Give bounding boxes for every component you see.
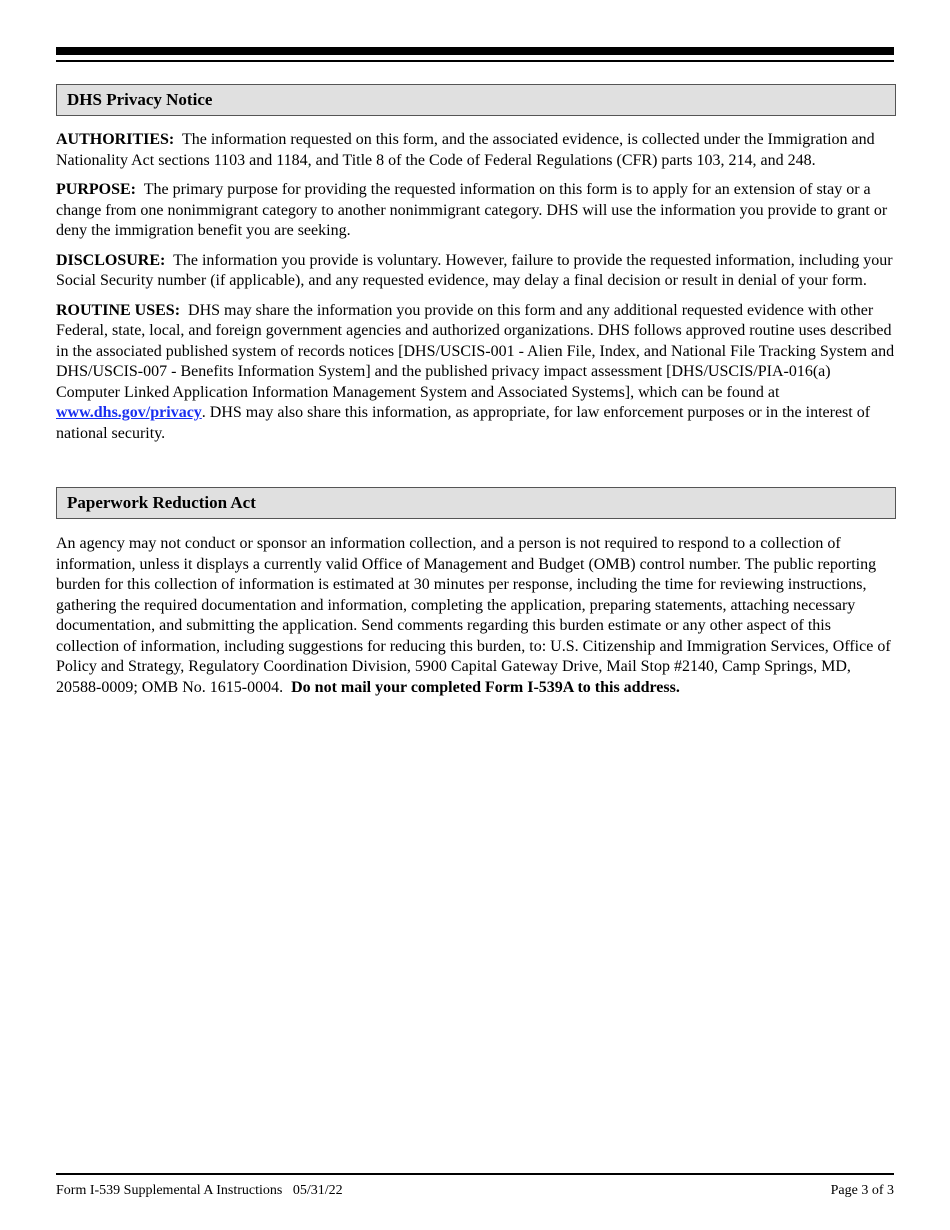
purpose-text: The primary purpose for providing the requested information on this form is to apply for an extension of stay or a change from one nonimmigrant category to another nonimmigrant category. DHS will use the information you provide to grant or deny the immigration benefit you are seeking.: [56, 181, 888, 239]
disclosure-label: DISCLOSURE:: [56, 251, 166, 269]
purpose-label: PURPOSE:: [56, 181, 136, 198]
authorities-label: AUTHORITIES:: [56, 131, 175, 148]
purpose-paragraph: [56, 180, 896, 242]
footer-form-info: Form I-539 Supplemental A Instructions 05/31/22: [56, 1183, 343, 1198]
footer-rule: [56, 1173, 894, 1175]
routine-uses-label: ROUTINE USES:: [56, 301, 181, 319]
page-content: [56, 84, 896, 698]
header-rule-thin: [56, 60, 894, 62]
privacy-link[interactable]: www.dhs.gov/privacy: [56, 404, 202, 421]
routine-uses-paragraph: [56, 301, 896, 445]
paperwork-reduction-section: [56, 487, 896, 698]
authorities-text: The information requested on this form, and the associated evidence, is collected under the Immigration and Nationality Act sections 1103 and 1184, and Title 8 of the Code of Federal Regulations (CFR) parts 103, 214, and 248.: [56, 131, 875, 169]
paperwork-reduction-heading: Paperwork Reduction Act: [56, 487, 896, 519]
paperwork-reduction-paragraph: [56, 534, 896, 698]
disclosure-paragraph: [56, 251, 896, 292]
footer-page-number: Page 3 of 3: [830, 1183, 894, 1198]
privacy-notice-heading: DHS Privacy Notice: [56, 84, 896, 116]
mail-warning: Do not mail your completed Form I-539A to this address.: [291, 678, 680, 696]
header-rule-thick: [56, 47, 894, 55]
disclosure-text: The information you provide is voluntary. However, failure to provide the requested information, including your Social Security number (if applicable), and any requested evidence, may delay a final decision or result in denial of your form.: [56, 251, 893, 289]
routine-uses-text-end: . DHS may also share this information, as appropriate, for law enforcement purposes or in the interest of national security.: [56, 404, 871, 442]
authorities-paragraph: [56, 130, 896, 171]
paperwork-reduction-text: An agency may not conduct or sponsor an information collection, and a person is not required to respond to a collection of information, unless it displays a currently valid Office of Management and Budget (OMB) control number. The public reporting burden for this collection of information is estimated at 30 minutes per response, including the time for reviewing instructions, gathering the required documentation and information, completing the application, preparing statements, attaching necessary documentation, and submitting the application. Send comments regarding this burden estimate or any other aspect of this collection of information, including suggestions for reducing this burden, to: U.S. Citizenship and Immigration Services, Office of Policy and Strategy, Regulatory Coordination Division, 5900 Capital Gateway Drive, Mail Stop #2140, Camp Springs, MD, 20588-0009; OMB No. 1615-0004.: [56, 535, 891, 696]
privacy-notice-section: [56, 84, 896, 444]
routine-uses-text: DHS may share the information you provide on this form and any additional requested evidence with other Federal, state, local, and foreign government agencies and authorized organizations. DHS follows approved routine uses described in the associated published system of records notices [DHS/USCIS-001 - Alien File, Index, and National File Tracking System and DHS/USCIS-007 - Benefits Information System] and the published privacy impact assessment [DHS/USCIS/PIA-016(a) Computer Linked Application Information Management System and Associated Systems], which can be found at: [56, 301, 895, 401]
